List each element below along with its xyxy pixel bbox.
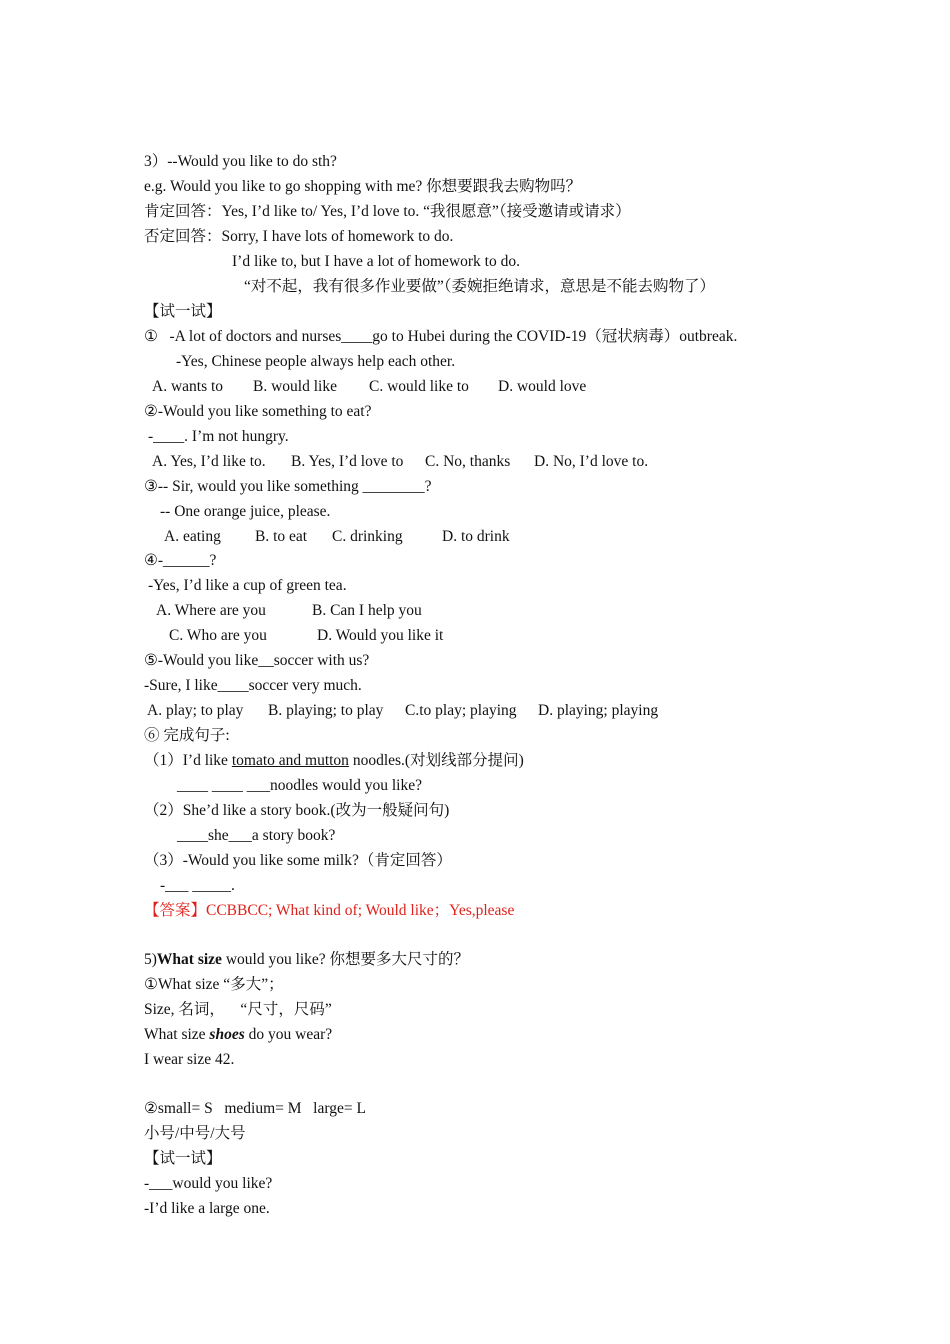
size-abbreviations: ②small= S medium= M large= L xyxy=(144,1100,366,1117)
section5-number: 5) xyxy=(144,951,157,968)
q6-1-post: noodles.(对划线部分提问) xyxy=(348,752,524,769)
q4-option-a: A. Where are you xyxy=(156,602,266,619)
q6-3-question: （3）-Would you like some milk?（肯定回答） xyxy=(144,852,452,869)
section5-title xyxy=(144,950,469,970)
q4-option-b: B. Can I help you xyxy=(312,602,422,619)
q1-option-b: B. would like xyxy=(253,378,337,395)
size-example-emphasis: shoes xyxy=(209,1026,245,1043)
q5-question: ⑤-Would you like__soccer with us? xyxy=(144,652,370,669)
size-example-pre: What size xyxy=(144,1026,210,1043)
q2-option-d: D. No, I’d love to. xyxy=(534,453,649,470)
example-sentence: e.g. Would you like to go shopping with me? 你想要跟我去购物吗？ xyxy=(144,178,582,195)
q4-option-c: C. Who are you xyxy=(169,627,267,644)
section5-title-bold: What size xyxy=(156,951,222,968)
q3-option-c: C. drinking xyxy=(332,528,403,545)
q6-1-blank: ____ ____ ___noodles would you like? xyxy=(177,777,422,794)
q5-response: -Sure, I like____soccer very much. xyxy=(144,677,362,694)
q6-heading: ⑥ 完成句子: xyxy=(144,727,230,744)
q5-option-c: C.to play; playing xyxy=(405,702,517,719)
q1-option-c: C. would like to xyxy=(369,378,469,395)
size-definition: Size, 名词， “尺寸，尺码” xyxy=(144,1001,332,1018)
practice-heading-2: 【试一试】 xyxy=(144,1150,222,1167)
negative-answer: 否定回答：Sorry, I have lots of homework to do. xyxy=(144,228,454,245)
section3-title: 3）--Would you like to do sth? xyxy=(144,153,337,170)
q3-question: ③-- Sir, would you like something ________? xyxy=(144,478,432,495)
q3-option-b: B. to eat xyxy=(255,528,308,545)
q2-option-b: B. Yes, I’d love to xyxy=(291,453,404,470)
q5-option-b: B. playing; to play xyxy=(268,702,384,719)
size-example-question xyxy=(144,1025,332,1045)
positive-answer: 肯定回答：Yes, I’d like to/ Yes, I’d love to. “我很愿意”（接受邀请或请求） xyxy=(144,203,631,220)
q6-1-pre: （1）I’d like xyxy=(144,752,232,769)
q2-response: -____. I’m not hungry. xyxy=(148,428,289,445)
q5-option-a: A. play; to play xyxy=(147,702,244,719)
q1-question: ① -A lot of doctors and nurses____go to Hubei during the COVID-19（冠状病毒）outbreak. xyxy=(144,328,738,345)
q6-1-underlined: tomato and mutton xyxy=(231,752,349,769)
q2-option-a: A. Yes, I’d like to. xyxy=(152,453,266,470)
q6-2-blank: ____she___a story book? xyxy=(177,827,336,844)
practice-heading: 【试一试】 xyxy=(144,303,222,320)
what-size-meaning: ①What size “多大”； xyxy=(144,976,284,993)
q4-option-d: D. Would you like it xyxy=(317,627,444,644)
negative-note: “对不起，我有很多作业要做”（委婉拒绝请求，意思是不能去购物了） xyxy=(244,278,716,295)
q4-response: -Yes, I’d like a cup of green tea. xyxy=(148,577,347,594)
size-chinese: 小号/中号/大号 xyxy=(144,1125,246,1142)
q1-option-a: A. wants to xyxy=(152,378,224,395)
q6-2-question: （2）She’d like a story book.(改为一般疑问句) xyxy=(144,802,450,819)
q1-option-d: D. would love xyxy=(498,378,587,395)
q3-option-d: D. to drink xyxy=(442,528,510,545)
q2-option-c: C. No, thanks xyxy=(425,453,511,470)
q4-question: ④-______? xyxy=(144,552,217,569)
q2-question: ②-Would you like something to eat? xyxy=(144,403,372,420)
q6-3-blank: -___ _____. xyxy=(160,877,235,894)
answer-key: 【答案】CCBBCC; What kind of; Would like；Yes,please xyxy=(144,902,515,919)
practice2-response: -I’d like a large one. xyxy=(144,1200,270,1217)
size-example-post: do you wear? xyxy=(244,1026,333,1043)
practice2-question: -___would you like? xyxy=(144,1175,273,1192)
q3-option-a: A. eating xyxy=(164,528,221,545)
size-example-answer: I wear size 42. xyxy=(144,1051,235,1068)
q6-1-question xyxy=(144,751,524,771)
negative-answer-2: I’d like to, but I have a lot of homework to do. xyxy=(232,253,520,270)
q5-option-d: D. playing; playing xyxy=(538,702,659,719)
q1-response: -Yes, Chinese people always help each other. xyxy=(176,353,456,370)
q3-response: -- One orange juice, please. xyxy=(160,503,331,520)
section5-title-rest: would you like? 你想要多大尺寸的？ xyxy=(221,951,470,968)
